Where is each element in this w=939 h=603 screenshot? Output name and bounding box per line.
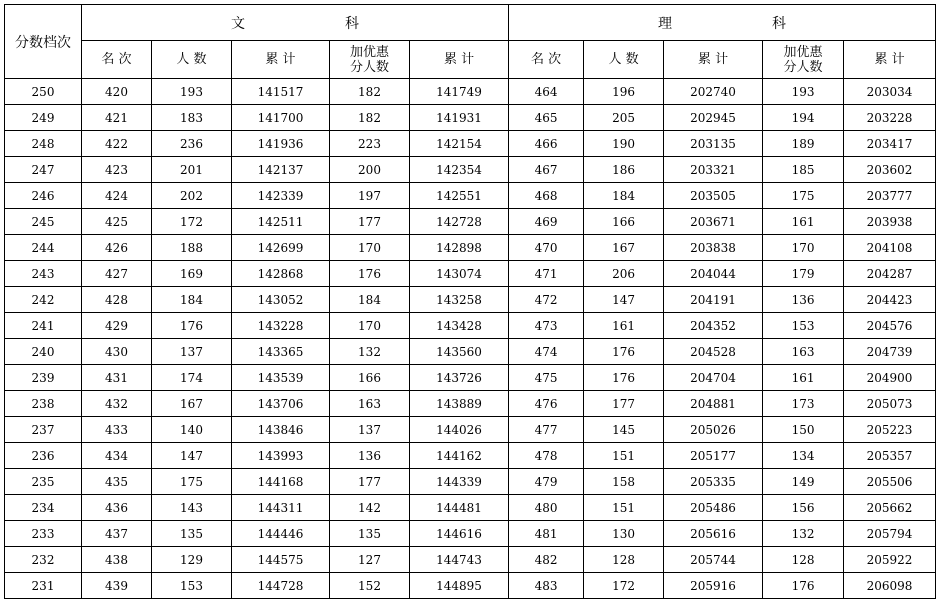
science-cumulative-cell: 205177 bbox=[664, 443, 763, 469]
arts-rank-cell: 429 bbox=[82, 313, 152, 339]
science-bonus-cumulative-cell: 203034 bbox=[844, 79, 936, 105]
table-row bbox=[5, 157, 936, 183]
score-cell: 240 bbox=[5, 339, 82, 365]
science-bonus-count-cell: 173 bbox=[763, 391, 844, 417]
arts-cumulative-cell: 143846 bbox=[232, 417, 330, 443]
arts-rank-cell: 435 bbox=[82, 469, 152, 495]
science-cumulative-cell: 205026 bbox=[664, 417, 763, 443]
score-cell: 247 bbox=[5, 157, 82, 183]
table-row bbox=[5, 105, 936, 131]
arts-bonus-cumulative-cell: 142728 bbox=[410, 209, 509, 235]
science-rank-cell: 467 bbox=[509, 157, 584, 183]
science-count-cell: 205 bbox=[584, 105, 664, 131]
science-count-cell: 196 bbox=[584, 79, 664, 105]
arts-count-cell: 174 bbox=[152, 365, 232, 391]
arts-rank-cell: 426 bbox=[82, 235, 152, 261]
science-title-left: 理 bbox=[658, 15, 673, 32]
arts-rank-cell: 439 bbox=[82, 573, 152, 599]
arts-bonus-cumulative-cell: 142551 bbox=[410, 183, 509, 209]
science-cumulative-cell: 204881 bbox=[664, 391, 763, 417]
science-bonus-cumulative-cell: 203777 bbox=[844, 183, 936, 209]
science-rank-cell: 476 bbox=[509, 391, 584, 417]
score-cell: 232 bbox=[5, 547, 82, 573]
science-rank-cell: 470 bbox=[509, 235, 584, 261]
science-bonus-count-cell: 194 bbox=[763, 105, 844, 131]
arts-bonus-count-cell: 127 bbox=[330, 547, 410, 573]
arts-rank-header: 名 次 bbox=[82, 41, 152, 79]
table-header bbox=[5, 5, 936, 79]
science-count-cell: 167 bbox=[584, 235, 664, 261]
arts-bonus-cumulative-cell: 143258 bbox=[410, 287, 509, 313]
score-cell: 249 bbox=[5, 105, 82, 131]
science-count-cell: 128 bbox=[584, 547, 664, 573]
arts-bonus-count-cell: 223 bbox=[330, 131, 410, 157]
science-bonus-cumulative-cell: 204739 bbox=[844, 339, 936, 365]
science-bonus-count-cell: 128 bbox=[763, 547, 844, 573]
arts-count-cell: 175 bbox=[152, 469, 232, 495]
arts-bonus-count-cell: 200 bbox=[330, 157, 410, 183]
arts-bonus-count-cell: 152 bbox=[330, 573, 410, 599]
science-cumulative-cell: 204352 bbox=[664, 313, 763, 339]
arts-cumulative-cell: 142137 bbox=[232, 157, 330, 183]
arts-bonus-cumulative-cell: 142898 bbox=[410, 235, 509, 261]
score-cell: 233 bbox=[5, 521, 82, 547]
science-cumulative-cell: 205486 bbox=[664, 495, 763, 521]
science-count-cell: 158 bbox=[584, 469, 664, 495]
score-cell: 241 bbox=[5, 313, 82, 339]
table-row bbox=[5, 391, 936, 417]
arts-cumulative-cell: 142868 bbox=[232, 261, 330, 287]
arts-cumulative-cell: 141517 bbox=[232, 79, 330, 105]
arts-bonus-cumulative-cell: 141749 bbox=[410, 79, 509, 105]
arts-count-cell: 176 bbox=[152, 313, 232, 339]
science-cumulative-cell: 204528 bbox=[664, 339, 763, 365]
table-row bbox=[5, 261, 936, 287]
arts-bonus-count-cell: 176 bbox=[330, 261, 410, 287]
arts-cumulative-cell: 144311 bbox=[232, 495, 330, 521]
arts-cumulative-cell: 141936 bbox=[232, 131, 330, 157]
arts-count-cell: 193 bbox=[152, 79, 232, 105]
science-bonus-count-cell: 153 bbox=[763, 313, 844, 339]
arts-bonus-cumulative-cell: 144339 bbox=[410, 469, 509, 495]
arts-bonus-count-cell: 132 bbox=[330, 339, 410, 365]
science-bonus-cumulative-cell: 205662 bbox=[844, 495, 936, 521]
arts-cumulative-cell: 141700 bbox=[232, 105, 330, 131]
science-bonus-cumulative-cell: 204423 bbox=[844, 287, 936, 313]
arts-bonus-cumulative-cell: 143428 bbox=[410, 313, 509, 339]
arts-group-header bbox=[82, 5, 509, 41]
science-bonus-count-header bbox=[763, 41, 844, 79]
arts-count-cell: 143 bbox=[152, 495, 232, 521]
science-bonus-cumulative-cell: 204287 bbox=[844, 261, 936, 287]
science-cumulative-cell: 203838 bbox=[664, 235, 763, 261]
science-count-cell: 177 bbox=[584, 391, 664, 417]
science-rank-cell: 464 bbox=[509, 79, 584, 105]
score-cell: 236 bbox=[5, 443, 82, 469]
arts-bonus-cumulative-cell: 143889 bbox=[410, 391, 509, 417]
arts-cumulative-cell: 143539 bbox=[232, 365, 330, 391]
arts-bonus-count-cell: 170 bbox=[330, 235, 410, 261]
science-rank-cell: 483 bbox=[509, 573, 584, 599]
arts-bonus-count-cell: 163 bbox=[330, 391, 410, 417]
arts-rank-cell: 421 bbox=[82, 105, 152, 131]
table-row bbox=[5, 495, 936, 521]
score-column-header: 分数档次 bbox=[5, 5, 82, 79]
arts-count-cell: 188 bbox=[152, 235, 232, 261]
science-rank-cell: 474 bbox=[509, 339, 584, 365]
science-count-cell: 184 bbox=[584, 183, 664, 209]
arts-cumulative-cell: 144446 bbox=[232, 521, 330, 547]
science-cumulative-cell: 203671 bbox=[664, 209, 763, 235]
science-rank-cell: 480 bbox=[509, 495, 584, 521]
science-bonus-cumulative-cell: 203938 bbox=[844, 209, 936, 235]
table-row bbox=[5, 339, 936, 365]
science-rank-cell: 479 bbox=[509, 469, 584, 495]
science-bonus-cumulative-cell: 203228 bbox=[844, 105, 936, 131]
science-bonus-cumulative-cell: 205223 bbox=[844, 417, 936, 443]
arts-rank-cell: 420 bbox=[82, 79, 152, 105]
arts-rank-cell: 431 bbox=[82, 365, 152, 391]
arts-bonus-cumulative-cell: 144162 bbox=[410, 443, 509, 469]
arts-rank-cell: 433 bbox=[82, 417, 152, 443]
arts-bonus-cumulative-cell: 142354 bbox=[410, 157, 509, 183]
arts-bonus-count-cell: 177 bbox=[330, 209, 410, 235]
arts-rank-cell: 430 bbox=[82, 339, 152, 365]
science-count-cell: 161 bbox=[584, 313, 664, 339]
table-row bbox=[5, 469, 936, 495]
score-cell: 231 bbox=[5, 573, 82, 599]
arts-bonus-count-cell: 177 bbox=[330, 469, 410, 495]
score-cell: 238 bbox=[5, 391, 82, 417]
arts-bonus-cumulative-cell: 144743 bbox=[410, 547, 509, 573]
science-rank-cell: 469 bbox=[509, 209, 584, 235]
arts-title-right: 科 bbox=[345, 15, 359, 32]
arts-bonus-count-cell: 137 bbox=[330, 417, 410, 443]
arts-count-cell: 167 bbox=[152, 391, 232, 417]
arts-bonus-count-cell: 182 bbox=[330, 79, 410, 105]
science-count-cell: 147 bbox=[584, 287, 664, 313]
science-bonus-count-cell: 179 bbox=[763, 261, 844, 287]
science-bonus-count-cell: 161 bbox=[763, 365, 844, 391]
science-count-cell: 172 bbox=[584, 573, 664, 599]
arts-rank-cell: 436 bbox=[82, 495, 152, 521]
table-row bbox=[5, 547, 936, 573]
table-row bbox=[5, 79, 936, 105]
science-cumulative-cell: 202945 bbox=[664, 105, 763, 131]
arts-count-cell: 202 bbox=[152, 183, 232, 209]
science-rank-cell: 473 bbox=[509, 313, 584, 339]
science-bonus-count-cell: 163 bbox=[763, 339, 844, 365]
arts-cumulative-header: 累 计 bbox=[232, 41, 330, 79]
science-bonus-count-cell: 185 bbox=[763, 157, 844, 183]
science-cumulative-cell: 205744 bbox=[664, 547, 763, 573]
science-bonus-count-cell: 193 bbox=[763, 79, 844, 105]
arts-count-cell: 137 bbox=[152, 339, 232, 365]
arts-title-left: 文 bbox=[231, 15, 245, 32]
arts-bonus-count-label: 加优惠分人数 bbox=[349, 44, 389, 75]
science-count-cell: 176 bbox=[584, 339, 664, 365]
science-count-cell: 151 bbox=[584, 495, 664, 521]
science-bonus-count-cell: 156 bbox=[763, 495, 844, 521]
science-count-cell: 145 bbox=[584, 417, 664, 443]
group-header-row bbox=[5, 5, 936, 41]
science-rank-cell: 477 bbox=[509, 417, 584, 443]
science-cumulative-cell: 205616 bbox=[664, 521, 763, 547]
arts-cumulative-cell: 142339 bbox=[232, 183, 330, 209]
arts-bonus-count-cell: 135 bbox=[330, 521, 410, 547]
arts-bonus-count-cell: 166 bbox=[330, 365, 410, 391]
arts-count-cell: 172 bbox=[152, 209, 232, 235]
arts-count-cell: 183 bbox=[152, 105, 232, 131]
score-cell: 243 bbox=[5, 261, 82, 287]
arts-rank-cell: 432 bbox=[82, 391, 152, 417]
science-cumulative-cell: 204704 bbox=[664, 365, 763, 391]
science-bonus-count-cell: 176 bbox=[763, 573, 844, 599]
arts-cumulative-cell: 143365 bbox=[232, 339, 330, 365]
science-rank-cell: 482 bbox=[509, 547, 584, 573]
science-bonus-count-cell: 170 bbox=[763, 235, 844, 261]
science-rank-cell: 465 bbox=[509, 105, 584, 131]
science-bonus-cumulative-cell: 204900 bbox=[844, 365, 936, 391]
science-bonus-cumulative-cell: 205922 bbox=[844, 547, 936, 573]
table-row bbox=[5, 235, 936, 261]
science-bonus-count-cell: 189 bbox=[763, 131, 844, 157]
table-row bbox=[5, 183, 936, 209]
science-bonus-cumulative-cell: 203602 bbox=[844, 157, 936, 183]
science-bonus-cumulative-cell: 204108 bbox=[844, 235, 936, 261]
science-rank-cell: 478 bbox=[509, 443, 584, 469]
arts-bonus-cumulative-cell: 142154 bbox=[410, 131, 509, 157]
science-cumulative-cell: 203505 bbox=[664, 183, 763, 209]
score-cell: 242 bbox=[5, 287, 82, 313]
science-bonus-count-cell: 132 bbox=[763, 521, 844, 547]
arts-cumulative-cell: 142511 bbox=[232, 209, 330, 235]
science-rank-cell: 475 bbox=[509, 365, 584, 391]
science-bonus-count-cell: 150 bbox=[763, 417, 844, 443]
arts-count-cell: 147 bbox=[152, 443, 232, 469]
science-count-cell: 206 bbox=[584, 261, 664, 287]
arts-rank-cell: 422 bbox=[82, 131, 152, 157]
science-bonus-count-cell: 134 bbox=[763, 443, 844, 469]
score-cell: 245 bbox=[5, 209, 82, 235]
science-bonus-cumulative-cell: 206098 bbox=[844, 573, 936, 599]
science-count-cell: 130 bbox=[584, 521, 664, 547]
arts-count-cell: 236 bbox=[152, 131, 232, 157]
arts-cumulative-cell: 144168 bbox=[232, 469, 330, 495]
arts-rank-cell: 434 bbox=[82, 443, 152, 469]
table-row bbox=[5, 573, 936, 599]
science-bonus-cumulative-cell: 203417 bbox=[844, 131, 936, 157]
arts-rank-cell: 438 bbox=[82, 547, 152, 573]
science-cumulative-cell: 204044 bbox=[664, 261, 763, 287]
table-row bbox=[5, 287, 936, 313]
science-group-header bbox=[509, 5, 936, 41]
arts-bonus-cumulative-cell: 144616 bbox=[410, 521, 509, 547]
arts-cumulative-cell: 143052 bbox=[232, 287, 330, 313]
arts-rank-cell: 425 bbox=[82, 209, 152, 235]
table-row bbox=[5, 417, 936, 443]
arts-bonus-cumulative-cell: 144481 bbox=[410, 495, 509, 521]
arts-cumulative-cell: 142699 bbox=[232, 235, 330, 261]
arts-rank-cell: 427 bbox=[82, 261, 152, 287]
table-row bbox=[5, 365, 936, 391]
science-bonus-count-cell: 136 bbox=[763, 287, 844, 313]
science-rank-cell: 471 bbox=[509, 261, 584, 287]
science-title-right: 科 bbox=[772, 15, 787, 32]
science-cumulative-cell: 204191 bbox=[664, 287, 763, 313]
science-cumulative-cell: 203321 bbox=[664, 157, 763, 183]
arts-cumulative-cell: 143706 bbox=[232, 391, 330, 417]
science-bonus-cumulative-cell: 205794 bbox=[844, 521, 936, 547]
column-header-row bbox=[5, 41, 936, 79]
science-rank-cell: 472 bbox=[509, 287, 584, 313]
science-cumulative-cell: 202740 bbox=[664, 79, 763, 105]
arts-bonus-count-cell: 197 bbox=[330, 183, 410, 209]
science-count-cell: 176 bbox=[584, 365, 664, 391]
score-distribution-table bbox=[4, 4, 936, 599]
science-bonus-cumulative-cell: 205506 bbox=[844, 469, 936, 495]
score-cell: 234 bbox=[5, 495, 82, 521]
arts-count-cell: 184 bbox=[152, 287, 232, 313]
score-cell: 235 bbox=[5, 469, 82, 495]
science-bonus-cumulative-header: 累 计 bbox=[844, 41, 936, 79]
science-bonus-cumulative-cell: 204576 bbox=[844, 313, 936, 339]
arts-count-cell: 153 bbox=[152, 573, 232, 599]
arts-bonus-cumulative-cell: 144895 bbox=[410, 573, 509, 599]
arts-bonus-cumulative-header: 累 计 bbox=[410, 41, 509, 79]
table-row bbox=[5, 313, 936, 339]
science-rank-cell: 481 bbox=[509, 521, 584, 547]
science-bonus-count-label: 加优惠分人数 bbox=[783, 44, 823, 75]
arts-count-cell: 129 bbox=[152, 547, 232, 573]
arts-count-cell: 135 bbox=[152, 521, 232, 547]
science-cumulative-header: 累 计 bbox=[664, 41, 763, 79]
arts-bonus-count-cell: 170 bbox=[330, 313, 410, 339]
arts-rank-cell: 437 bbox=[82, 521, 152, 547]
science-count-cell: 166 bbox=[584, 209, 664, 235]
table-row bbox=[5, 131, 936, 157]
arts-bonus-cumulative-cell: 141931 bbox=[410, 105, 509, 131]
arts-count-cell: 140 bbox=[152, 417, 232, 443]
score-cell: 237 bbox=[5, 417, 82, 443]
arts-cumulative-cell: 143228 bbox=[232, 313, 330, 339]
arts-cumulative-cell: 144575 bbox=[232, 547, 330, 573]
arts-rank-cell: 424 bbox=[82, 183, 152, 209]
science-rank-cell: 466 bbox=[509, 131, 584, 157]
arts-bonus-count-cell: 182 bbox=[330, 105, 410, 131]
science-bonus-count-cell: 149 bbox=[763, 469, 844, 495]
arts-bonus-count-header bbox=[330, 41, 410, 79]
science-cumulative-cell: 203135 bbox=[664, 131, 763, 157]
science-rank-header: 名 次 bbox=[509, 41, 584, 79]
science-bonus-cumulative-cell: 205357 bbox=[844, 443, 936, 469]
arts-count-cell: 169 bbox=[152, 261, 232, 287]
arts-bonus-count-cell: 136 bbox=[330, 443, 410, 469]
science-count-cell: 190 bbox=[584, 131, 664, 157]
arts-bonus-cumulative-cell: 143074 bbox=[410, 261, 509, 287]
arts-cumulative-cell: 144728 bbox=[232, 573, 330, 599]
science-count-cell: 186 bbox=[584, 157, 664, 183]
science-bonus-cumulative-cell: 205073 bbox=[844, 391, 936, 417]
score-cell: 246 bbox=[5, 183, 82, 209]
arts-bonus-count-cell: 142 bbox=[330, 495, 410, 521]
science-count-cell: 151 bbox=[584, 443, 664, 469]
science-count-header: 人 数 bbox=[584, 41, 664, 79]
table-row bbox=[5, 443, 936, 469]
arts-bonus-count-cell: 184 bbox=[330, 287, 410, 313]
score-cell: 244 bbox=[5, 235, 82, 261]
table-row bbox=[5, 209, 936, 235]
table-body bbox=[5, 79, 936, 599]
arts-bonus-cumulative-cell: 143726 bbox=[410, 365, 509, 391]
science-bonus-count-cell: 161 bbox=[763, 209, 844, 235]
science-bonus-count-cell: 175 bbox=[763, 183, 844, 209]
arts-rank-cell: 423 bbox=[82, 157, 152, 183]
science-rank-cell: 468 bbox=[509, 183, 584, 209]
arts-bonus-cumulative-cell: 144026 bbox=[410, 417, 509, 443]
score-cell: 248 bbox=[5, 131, 82, 157]
science-cumulative-cell: 205335 bbox=[664, 469, 763, 495]
arts-count-cell: 201 bbox=[152, 157, 232, 183]
arts-count-header: 人 数 bbox=[152, 41, 232, 79]
score-cell: 250 bbox=[5, 79, 82, 105]
table-row bbox=[5, 521, 936, 547]
science-cumulative-cell: 205916 bbox=[664, 573, 763, 599]
arts-rank-cell: 428 bbox=[82, 287, 152, 313]
arts-bonus-cumulative-cell: 143560 bbox=[410, 339, 509, 365]
arts-cumulative-cell: 143993 bbox=[232, 443, 330, 469]
score-cell: 239 bbox=[5, 365, 82, 391]
